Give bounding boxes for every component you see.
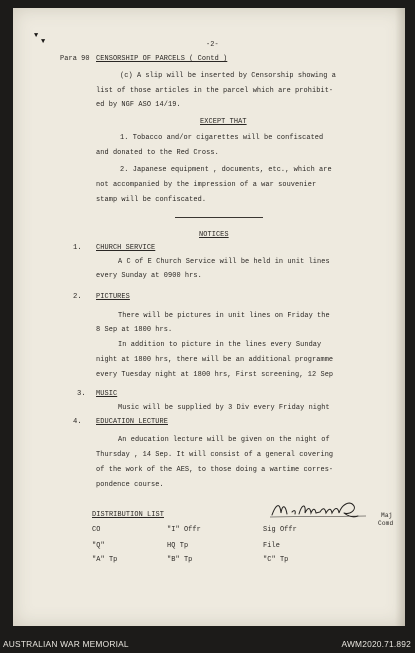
notices-heading: NOTICES	[199, 231, 229, 239]
notice-title: CHURCH SERVICE	[96, 244, 156, 252]
punch-mark: ▼	[34, 32, 39, 40]
except-item-line: 1. Tobacco and/or cigarettes will be confiscated	[120, 134, 324, 142]
except-item-line: 2. Japanese equipment , documents, etc., which are	[120, 166, 332, 174]
para-c-line: list of those articles in the parcel which are prohibit-	[96, 87, 334, 95]
punch-mark: ▼	[41, 38, 46, 46]
except-that-heading: EXCEPT THAT	[200, 118, 247, 126]
signature-role: Comd	[378, 520, 394, 527]
footer-accession-number: AWM2020.71.892	[341, 639, 411, 649]
distribution-title: DISTRIBUTION LIST	[92, 511, 164, 519]
para-reference: Para 90	[60, 55, 90, 63]
notice-line: every Sunday at 0900 hrs.	[96, 272, 202, 280]
notice-number: 2.	[73, 293, 82, 301]
distribution-entry: HQ Tp	[167, 542, 189, 550]
notice-line: night at 1800 hrs, there will be an additional programme	[96, 356, 334, 364]
notice-title: EDUCATION LECTURE	[96, 418, 168, 426]
distribution-entry: "I" Offr	[167, 526, 201, 534]
notice-title: MUSIC	[96, 390, 118, 398]
distribution-entry: "Q"	[92, 542, 105, 550]
notice-line: 8 Sep at 1800 hrs.	[96, 326, 173, 334]
notice-line: An education lecture will be given on the night of	[118, 436, 330, 444]
notice-line: Music will be supplied by 3 Div every Friday night	[118, 404, 330, 412]
notice-line: There will be pictures in unit lines on Friday the	[118, 312, 330, 320]
notice-line: Thursday , 14 Sep. It will consist of a general covering	[96, 451, 334, 459]
notice-line: In addition to picture in the lines every Sunday	[118, 341, 322, 349]
distribution-entry: "C" Tp	[263, 556, 289, 564]
except-item-line: and donated to the Red Cross.	[96, 149, 219, 157]
notice-line: A C of E Church Service will be held in unit lines	[118, 258, 330, 266]
notice-number: 4.	[73, 418, 82, 426]
notice-line: of the work of the AES, to those doing a wartime corres-	[96, 466, 334, 474]
section-divider	[175, 217, 263, 218]
notice-number: 1.	[73, 244, 82, 252]
footer-source: AUSTRALIAN WAR MEMORIAL	[3, 639, 129, 649]
distribution-entry: "B" Tp	[167, 556, 193, 564]
notice-line: every Tuesday night at 1800 hrs, First screening, 12 Sep	[96, 371, 334, 379]
notice-number: 3.	[77, 390, 86, 398]
handwritten-signature	[268, 498, 378, 520]
except-item-line: not accompanied by the impression of a war souvenier	[96, 181, 317, 189]
distribution-entry: Sig Offr	[263, 526, 297, 534]
distribution-entry: File	[263, 542, 280, 550]
signature-rank: Maj	[381, 512, 393, 519]
distribution-entry: CO	[92, 526, 101, 534]
notice-line: pondence course.	[96, 481, 164, 489]
para-title: CENSORSHIP OF PARCELS ( Contd )	[96, 55, 228, 63]
para-c-line: ed by NGF ASO 14/19.	[96, 101, 181, 109]
para-c-line: (c) A slip will be inserted by Censorship showing a	[120, 72, 336, 80]
page-number: -2-	[206, 41, 219, 49]
notice-title: PICTURES	[96, 293, 130, 301]
except-item-line: stamp will be confiscated.	[96, 196, 207, 204]
distribution-entry: "A" Tp	[92, 556, 118, 564]
